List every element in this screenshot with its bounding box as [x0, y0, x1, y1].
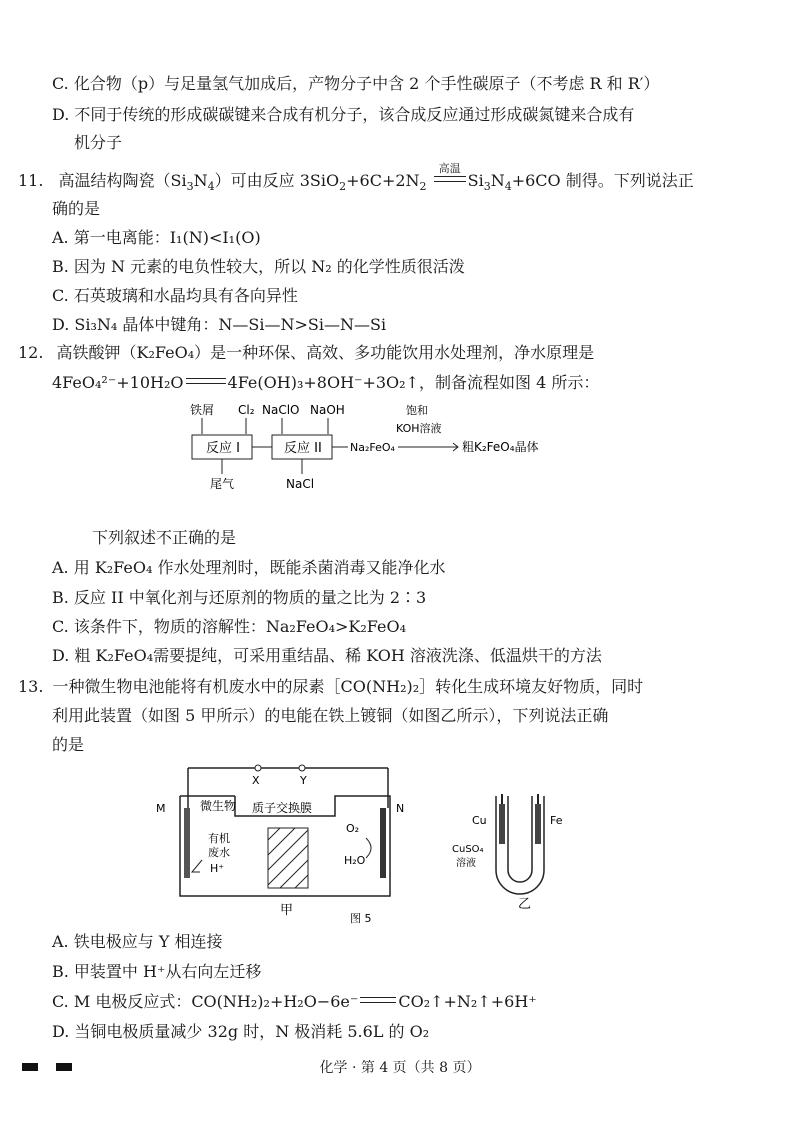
svg-text:M: M [156, 802, 166, 815]
q12-stem-line1: 12. 高铁酸钾（K₂FeO₄）是一种环保、高效、多功能饮用水处理剂，净水原理是 [18, 343, 595, 362]
svg-text:甲: 甲 [280, 903, 294, 918]
terminal-x [255, 765, 261, 771]
q12-option-c: C. 该条件下，物质的溶解性：Na₂FeO₄>K₂FeO₄ [52, 617, 407, 636]
q11-option-b: B. 因为 N 元素的电负性较大，所以 N₂ 的化学性质很活泼 [52, 257, 465, 276]
page-number: 化学 · 第 4 页（共 8 页） [319, 1060, 481, 1076]
svg-text:反应 II: 反应 II [284, 441, 322, 456]
q11-stem-d: Si [467, 171, 484, 190]
flow-input-naoh: NaOH [310, 403, 345, 417]
footer-mark-1 [22, 1063, 38, 1071]
svg-text:Fe: Fe [550, 814, 563, 827]
flow-input-cl2: Cl₂ [238, 403, 255, 417]
q11-stem-a: 高温结构陶瓷（Si [58, 171, 187, 190]
q13-option-c: C. M 电极反应式：CO(NH₂)₂+H₂O−6e⁻ CO₂↑+N₂↑+6H⁺ [52, 992, 537, 1011]
q13-option-b: B. 甲装置中 H⁺从右向左迁移 [52, 962, 262, 981]
svg-text:Cu: Cu [472, 814, 487, 827]
q13-stem-line3: 的是 [52, 735, 85, 754]
svg-text:反应 I: 反应 I [206, 441, 240, 456]
flow-final-product: 粗K₂FeO₄晶体 [462, 440, 539, 454]
svg-text:溶液: 溶液 [456, 858, 476, 869]
svg-text:乙: 乙 [518, 897, 532, 912]
q13-option-d: D. 当铜电极质量减少 32g 时，N 极消耗 5.6L 的 O₂ [52, 1022, 430, 1041]
question-number: 12. [18, 343, 44, 362]
q12-option-d: D. 粗 K₂FeO₄需要提纯，可采用重结晶、稀 KOH 溶液洗涤、低温烘干的方法 [52, 646, 602, 665]
terminal-y [299, 765, 305, 771]
flow-output-nacl: NaCl [286, 477, 315, 491]
flow-condition-top: 饱和 [406, 404, 428, 417]
q11-stem-line1: 11. 高温结构陶瓷$(Si_3N_4)$可由反应 $3SiO_2+6C+2N_2$ 高温 $Si_3N_4+6CO$ 制得。下列说法正 [18, 162, 694, 193]
electrode-fe [535, 804, 541, 844]
flow-input-naclo: NaClO [262, 403, 300, 417]
question-number: 11. [18, 171, 44, 190]
svg-text:微生物: 微生物 [200, 799, 237, 813]
svg-text:废水: 废水 [208, 846, 230, 859]
q10-option-d-line2: 机分子 [74, 133, 123, 152]
svg-text:Y: Y [300, 774, 307, 787]
q10-option-c: C. 化合物（p）与足量氢气加成后，产物分子中含 2 个手性碳原子（不考虑 R 和 R′） [52, 74, 660, 93]
electrode-n [380, 808, 386, 878]
q11-option-c: C. 石英玻璃和水晶均具有各向异性 [52, 286, 298, 305]
electrode-m [184, 808, 190, 878]
flow-output-tailgas: 尾气 [210, 477, 235, 491]
reaction-condition: 高温 [432, 170, 468, 192]
svg-text:CuSO₄: CuSO₄ [452, 844, 484, 855]
svg-text:N: N [396, 802, 405, 815]
svg-text:H₂O: H₂O [344, 854, 366, 867]
q11-stem-c: +6C+2N [346, 171, 420, 190]
question-number: 13. [18, 677, 44, 696]
q13-option-a: A. 铁电极应与 Y 相连接 [52, 932, 223, 951]
q12-stem-line2: 下列叙述不正确的是 [92, 528, 237, 547]
footer-mark-2 [56, 1063, 72, 1071]
q11-stem-e: +6CO 制得。下列说法正 [511, 171, 694, 190]
q12-option-b: B. 反应 II 中氧化剂与还原剂的物质的量之比为 2∶3 [52, 588, 427, 607]
svg-text:H⁺: H⁺ [210, 862, 225, 875]
q12-option-a: A. 用 K₂FeO₄ 作水处理剂时，既能杀菌消毒又能净化水 [52, 558, 446, 577]
svg-text:有机: 有机 [208, 832, 230, 845]
page-footer [0, 1057, 800, 1077]
svg-text:O₂: O₂ [346, 822, 360, 835]
flow-input-iron: 铁屑 [190, 403, 215, 417]
q13-stem-line1: 13. 一种微生物电池能将有机废水中的尿素［CO(NH₂)₂］转化生成环境友好物质，同时 [18, 677, 644, 696]
q13-stem-line2: 利用此装置（如图 5 甲所示）的电能在铁上镀铜（如图乙所示），下列说法正确 [52, 706, 609, 725]
svg-text:质子交换膜: 质子交换膜 [252, 801, 313, 815]
q11-stem-b: ）可由反应 3SiO [214, 171, 340, 190]
figure-5 [140, 760, 600, 930]
q10-option-d-line1: D. 不同于传统的形成碳碳键来合成有机分子，该合成反应通过形成碳氮键来合成有 [52, 105, 635, 124]
q11-option-d: D. Si₃N₄ 晶体中键角：N—Si—N>Si—N—Si [52, 315, 387, 334]
q11-stem-line2: 确的是 [52, 199, 101, 218]
svg-text:图 5: 图 5 [350, 912, 372, 925]
q11-option-a: A. 第一电离能：I₁(N)<I₁(O) [52, 228, 261, 247]
flow-product: Na₂FeO₄ [350, 441, 395, 454]
flow-condition-bottom: KOH溶液 [396, 422, 442, 435]
svg-text:X: X [252, 774, 260, 787]
electrode-cu [499, 804, 505, 844]
q12-equation: 4FeO₄²⁻+10H₂O 4Fe(OH)₃+8OH⁻+3O₂↑，制备流程如图 4 所示： [52, 373, 600, 392]
flow-diagram [170, 400, 590, 492]
